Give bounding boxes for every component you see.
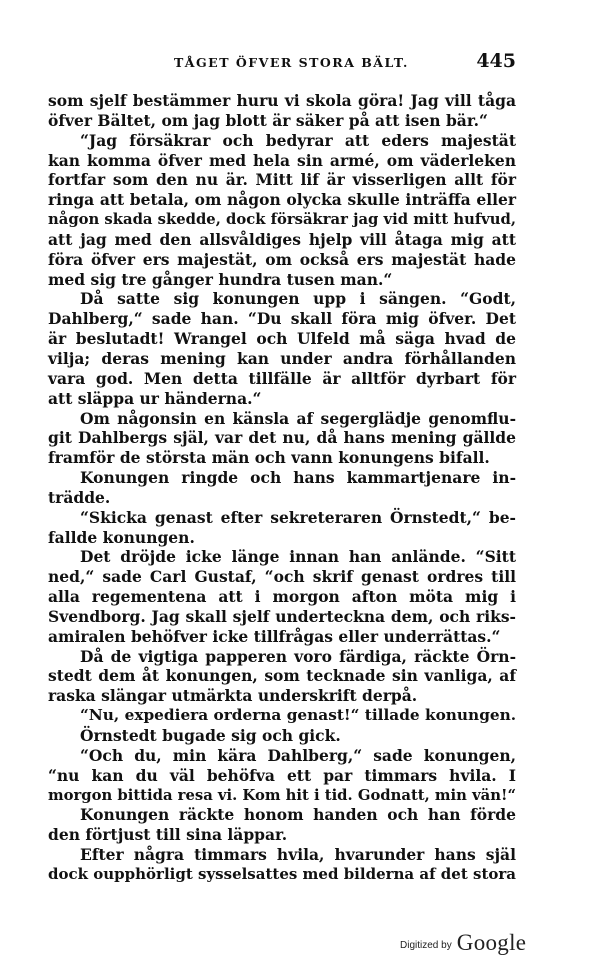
text-line: “Nu, expediera orderna genast!“ tillade konungen. [80,706,517,725]
text-line: vara god. Men detta tillfälle är alltför dyrbart för [48,368,516,388]
text-line: dock oupphörligt sysselsattes med bilderna af det stora [48,864,516,883]
text-line: trädde. [48,487,111,507]
text-line: framför de största män och vann konungens bifall. [48,448,490,468]
text-line: Svendborg. Jag skall sjelf underteckna dem, och riks- [48,606,516,626]
text-line: Om någonsin en känsla af segerglädje genomflu- [80,408,516,428]
google-logo-text: Google [456,930,527,955]
text-line: den förtjust till sina läppar. [48,825,288,845]
text-line: “nu kan du väl behöfva ett par timmars hvila. I [48,765,516,785]
page-number: 445 [476,50,516,72]
text-line: Dahlberg,“ sade han. “Du skall föra mig öfver. Det [48,309,516,329]
text-line: raska slängar utmärkta underskrift derpå. [48,686,418,706]
text-line: fallde konungen. [48,527,195,547]
text-line: Efter några timmars hvila, hvarunder hans själ [80,845,516,865]
digitized-by-watermark [400,930,527,960]
text-line: “Jag försäkrar och bedyrar att eders majestät [80,130,516,150]
text-line: Det dröjde icke länge innan han anlände. “Sitt [80,547,516,567]
digitized-by-label: Digitized by [400,940,452,951]
text-line: föra öfver ers majestät, om också ers majestät hade [48,249,516,269]
running-head [48,52,516,74]
text-line: fortfar som den nu är. Mitt lif är visserligen allt för [48,170,516,190]
text-line: Då satte sig konungen upp i sängen. “Godt, [80,289,516,309]
text-line: någon skada skedde, dock försäkrar jag vid mitt hufvud, [48,211,516,229]
text-line: Konungen ringde och hans kammartjenare in- [80,468,516,488]
text-line: Örnstedt bugade sig och gick. [80,726,341,745]
text-line: morgon bittida resa vi. Kom hit i tid. Godnatt, min vän!“ [48,786,516,804]
text-line: ned,“ sade Carl Gustaf, “och skrif genast ordres till [48,567,516,587]
text-line: vilja; deras mening kan under andra förhållanden [48,348,516,368]
text-line: öfver Bältet, om jag blott är säker på att isen bär.“ [48,110,488,130]
text-line: att jag med den allsvåldiges hjelp vill åtaga mig att [48,229,516,249]
text-line: alla regementena att i morgon afton möta mig i [48,587,516,607]
text-line: “Skicka genast efter sekreteraren Örnstedt,“ be- [80,507,516,527]
text-line: med sig tre gånger hundra tusen man.“ [48,269,393,289]
running-title: TÅGET ÖFVER STORA BÄLT. [174,55,409,70]
text-line: “Och du, min kära Dahlberg,“ sade konungen, [80,745,516,765]
text-line: git Dahlbergs själ, var det nu, då hans mening gällde [48,428,516,448]
text-line: som sjelf bestämmer huru vi skola göra! Jag vill tåga [48,91,516,110]
text-line: amiralen behöfver icke tillfrågas eller underrättas.“ [48,626,501,646]
text-body [48,91,516,885]
text-line: att släppa ur händerna.“ [48,388,262,408]
text-line: ringa att betala, om någon olycka skulle inträffa eller [48,190,516,210]
text-line: är beslutadt! Wrangel och Ulfeld må säga hvad de [48,329,516,349]
text-line: Då de vigtiga papperen voro färdiga, räckte Örn- [80,646,516,666]
text-line: kan komma öfver med hela sin armé, om väderleken [48,150,516,170]
text-line: stedt dem åt konungen, som tecknade sin vanliga, af [48,666,516,686]
text-line: Konungen räckte honom handen och han förde [80,805,516,825]
